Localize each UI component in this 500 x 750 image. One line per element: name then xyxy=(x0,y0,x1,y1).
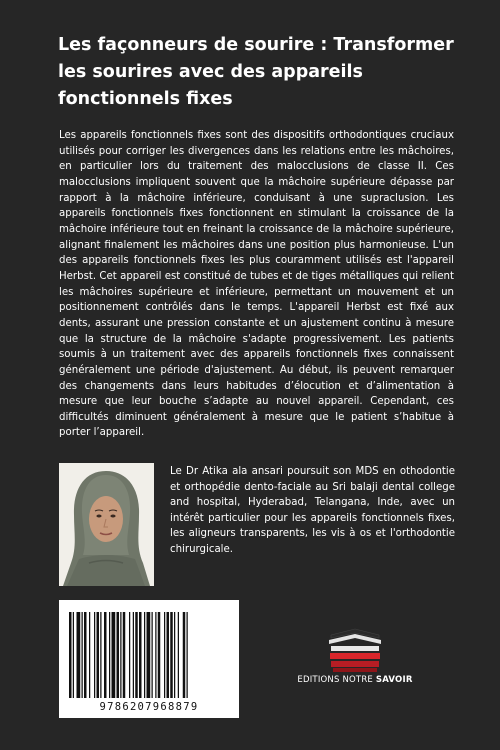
stacked-books-logo xyxy=(285,625,425,675)
publisher-logo xyxy=(285,625,425,690)
publisher-name: EDITIONS NOTRE SAVOIR xyxy=(297,675,413,685)
blurb-paragraph: Les appareils fonctionnels fixes sont des dispositifs orthodontiques cruciaux utilisés pour corriger les divergences dans les relations entre les mâchoires, en particulier lors du traitement des malocclusions de classe II. Ces malocclusions impliquent souvent que la mâchoire supérieure dépasse par rapport à la mâchoire inférieure, conduisant à une supraclusion. Les appareils fonctionnels fixes fonctionnent en stimulant la croissance de la mâchoire inférieure tout en freinant la croissance de la mâchoire supérieure, alignant finalement les mâchoires dans une position plus harmonieuse. L'un des appareils fonctionnels fixes les plus couramment utilisés est l'appareil Herbst. Cet appareil est constitué de tubes et de tiges métalliques qui relient les mâchoires supérieure et inférieure, permettant un mouvement et un positionnement contrôlés dans le temps. L'appareil Herbst est fixé aux dents, assurant une pression constante et un ajustement continu à mesure que la structure de la mâchoire s'adapte progressivement. Les patients soumis à un traitement avec des appareils fonctionnels fixes connaissent généralement une période d'ajustement. Au début, ils peuvent remarquer des changements dans leurs habitudes d’élocution et d’alimentation à mesure que leur bouche s’adapte au nouvel appareil. Cependant, ces difficultés diminuent généralement à mesure que le patient s’habitue à porter l’appareil. xyxy=(59,130,454,439)
author-bio: Le Dr Atika ala ansari poursuit son MDS en othodontie et orthopédie dento-faciale au Sri balaji dental college and hospital, Hyderabad, Telangana, Inde, avec un intérêt particulier pour les appareils fonctionnels fixes, les aligneurs transparents, les vis à os et l'orthodontie chirurgicale. xyxy=(170,466,455,555)
author-portrait xyxy=(59,463,154,586)
isbn-number: 9786207968879 xyxy=(99,701,199,713)
barcode-bars xyxy=(59,600,239,700)
book-title: Les façonneurs de sourire : Transformer les sourires avec des appareils fonctionnels fixes xyxy=(58,35,454,109)
isbn-barcode xyxy=(59,600,239,718)
